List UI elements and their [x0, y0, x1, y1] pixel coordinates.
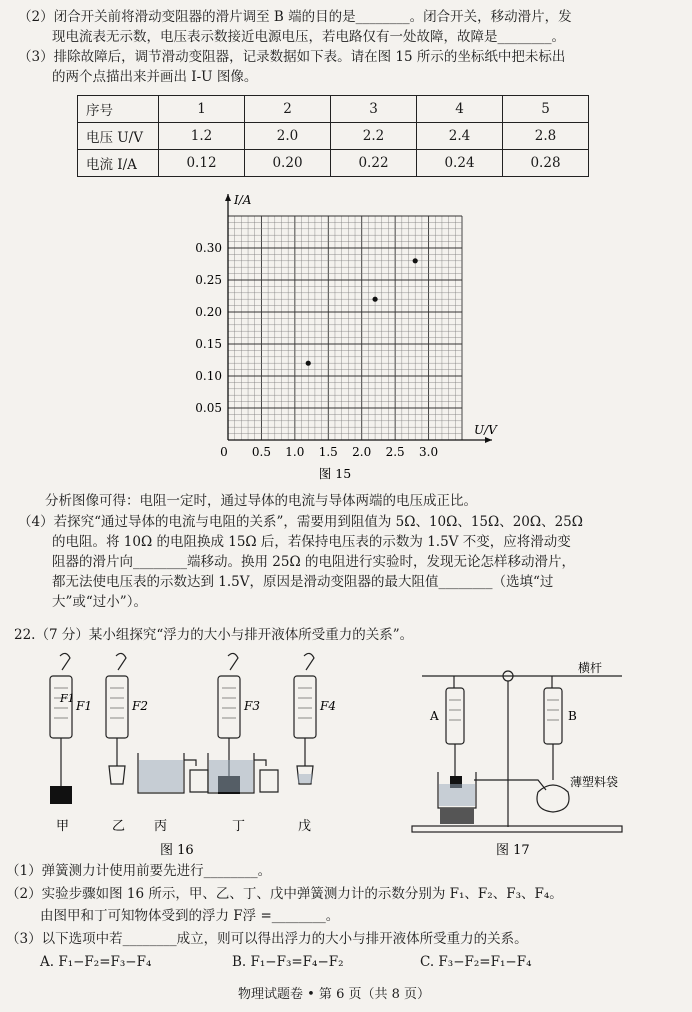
label-jia: 甲: [56, 819, 70, 834]
hand-icon: [228, 653, 238, 670]
q21-part4-line3: 阻器的滑片向________端移动。换用 25Ω 的电阻进行实验时，发现无论怎样移动滑片，: [52, 554, 575, 570]
label-yi: 乙: [112, 819, 126, 834]
origin-label: 0: [220, 445, 228, 459]
data-point: [372, 297, 377, 302]
data-table: [77, 95, 589, 177]
option-a: A. F₁−F₂=F₃−F₄: [40, 954, 152, 970]
q21-part3-line2: 的两个点描出来并画出 I-U 图像。: [52, 69, 258, 85]
hand-icon: [60, 653, 70, 670]
force-label-f1: F1: [60, 692, 75, 705]
label-ding: 丁: [232, 819, 246, 834]
table-cell: 0.22: [331, 150, 417, 177]
table-header-cell: 序号: [78, 96, 159, 123]
object-block-icon: [50, 786, 72, 804]
x-tick-label: 1.0: [285, 445, 305, 459]
option-b: B. F₁−F₃=F₄−F₂: [232, 954, 344, 970]
figure-16: [30, 648, 340, 858]
label-bing: 丙: [154, 819, 168, 834]
option-c: C. F₃−F₂=F₁−F₄: [420, 954, 532, 970]
force-label-f4: F4: [320, 699, 336, 713]
spring-scale-icon: [294, 676, 316, 738]
figure-16-caption: 图 16: [160, 843, 194, 858]
q21-part4-line2: 的电阻。将 10Ω 的电阻换成 15Ω 后，若保持电压表的示数为 1.5V 不变，应将滑动变: [52, 534, 571, 550]
q21-part4-line4: 都无法使电压表的示数达到 1.5V，原因是滑动变阻器的最大阻值________（选填“过: [52, 574, 554, 590]
label-wu: 戊: [298, 819, 312, 834]
spring-scale-b-icon: [544, 688, 562, 744]
q21-part4-line5: 大”或“过小”）。: [52, 594, 147, 610]
table-cell: 0.28: [503, 150, 589, 177]
y-tick-label: 0.10: [195, 369, 222, 383]
q21-part2-line1: （2）闭合开关前将滑动变阻器的滑片调至 B 端的目的是________。闭合开关，移动滑片，发: [18, 9, 572, 25]
data-point: [306, 361, 311, 366]
force-label-f2: F2: [132, 699, 148, 713]
x-tick-label: 0.5: [251, 445, 271, 459]
q21-part2-line2: 现电流表无示数，电压表示数接近电源电压，若电路仅有一处故障，故障是________。: [52, 29, 565, 45]
y-axis-arrow: [225, 194, 231, 201]
table-header-cell: 3: [331, 96, 417, 123]
x-tick-label: 3.0: [419, 445, 439, 459]
y-tick-label: 0.20: [195, 305, 222, 319]
q22-title: 22.（7 分）某小组探究“浮力的大小与排开液体所受重力的关系”。: [14, 627, 414, 643]
table-header-cell: 2: [245, 96, 331, 123]
table-header-cell: 5: [503, 96, 589, 123]
spring-scale-icon: [50, 676, 72, 738]
figure-17: [408, 652, 648, 862]
x-tick-label: 2.5: [385, 445, 405, 459]
table-header-cell: 4: [417, 96, 503, 123]
spring-scale-icon: [106, 676, 128, 738]
q21-part3-line1: （3）排除故障后，调节滑动变阻器，记录数据如下表。请在图 15 所示的坐标纸中把未标出: [18, 49, 566, 65]
table-cell: 2.2: [331, 123, 417, 150]
table-cell: 0.24: [417, 150, 503, 177]
y-axis-label: I/A: [234, 193, 252, 207]
chart-title: 图 15: [318, 466, 352, 481]
analysis-text: 分析图像可得：电阻一定时，通过导体的电流与导体两端的电压成正比。: [45, 493, 477, 509]
x-tick-label: 2.0: [352, 445, 372, 459]
force-label-f1: F1: [76, 699, 92, 713]
spring-scale-a-icon: [446, 688, 464, 744]
table-cell: 2.8: [503, 123, 589, 150]
table-cell: 1.2: [159, 123, 245, 150]
plastic-bag-icon: [537, 785, 569, 812]
table-cell: 2.0: [245, 123, 331, 150]
hand-icon: [304, 653, 314, 670]
q22-part2-line1: （2）实验步骤如图 16 所示，甲、乙、丁、戊中弹簧测力计的示数分别为 F₁、F₂、F₃、F₄。: [6, 886, 563, 902]
table-row: [78, 123, 589, 150]
plastic-bag-label: 薄塑料袋: [570, 775, 619, 789]
q22-part2-line2: 由图甲和丁可知物体受到的浮力 F浮 =________。: [40, 908, 340, 924]
table-cell: 2.4: [417, 123, 503, 150]
figure-17-caption: 图 17: [496, 843, 530, 858]
hand-icon: [116, 653, 126, 670]
force-label-f3: F3: [244, 699, 260, 713]
y-tick-label: 0.30: [195, 241, 222, 255]
spring-scale-icon: [218, 676, 240, 738]
table-cell: 电压 U/V: [78, 123, 159, 150]
y-tick-label: 0.25: [195, 273, 222, 287]
table-row: [78, 150, 589, 177]
x-axis-arrow: [485, 437, 492, 443]
meter-b-label: B: [568, 709, 577, 723]
x-axis-label: U/V: [474, 423, 497, 437]
meter-a-label: A: [430, 709, 439, 723]
q22-part1: （1）弹簧测力计使用前要先进行________。: [6, 863, 272, 879]
table-cell: 0.12: [159, 150, 245, 177]
lift-stand-icon: [440, 808, 474, 824]
data-point: [413, 258, 418, 263]
table-row: [78, 96, 589, 123]
table-header-cell: 1: [159, 96, 245, 123]
table-cell: 0.20: [245, 150, 331, 177]
x-tick-label: 1.5: [318, 445, 338, 459]
small-beaker-icon: [109, 766, 125, 784]
q21-part4-line1: （4）若探究“通过导体的电流与电阻的关系”，需要用到阻值为 5Ω、10Ω、15Ω、20Ω、25Ω: [18, 514, 583, 530]
page-footer: 物理试题卷 • 第 6 页（共 8 页）: [238, 987, 431, 1002]
table-cell: 电流 I/A: [78, 150, 159, 177]
beam-label: 横杆: [578, 661, 603, 675]
y-tick-label: 0.15: [195, 337, 222, 351]
q22-part3: （3）以下选项中若________成立，则可以得出浮力的大小与排开液体所受重力的关系。: [6, 931, 528, 947]
y-tick-label: 0.05: [195, 401, 222, 415]
iu-chart: [180, 185, 497, 485]
